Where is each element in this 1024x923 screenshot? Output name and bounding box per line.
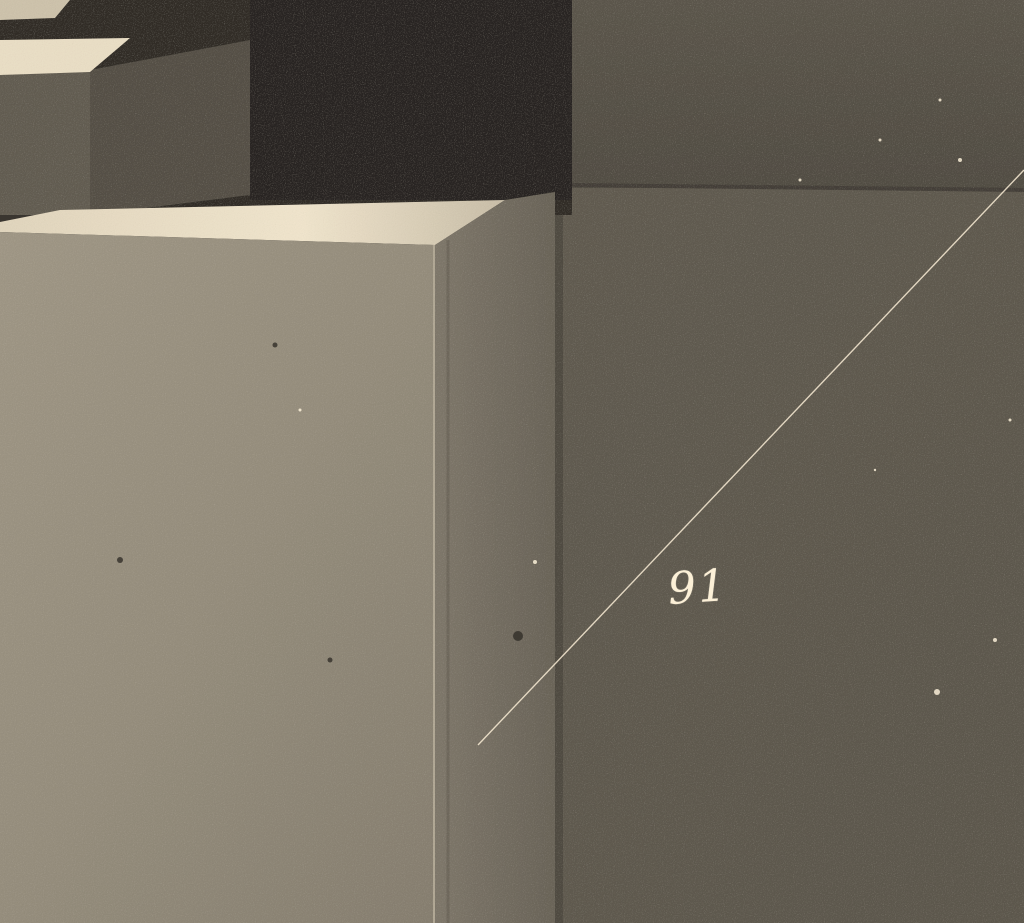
inscription-number: 91: [666, 559, 730, 616]
back-wall-lower: [555, 185, 1024, 923]
upper-block-side: [90, 40, 250, 215]
upper-block-front: [0, 70, 90, 215]
back-wall-upper: [570, 0, 1024, 188]
main-block-front: [0, 232, 435, 923]
main-block-side: [435, 192, 555, 923]
